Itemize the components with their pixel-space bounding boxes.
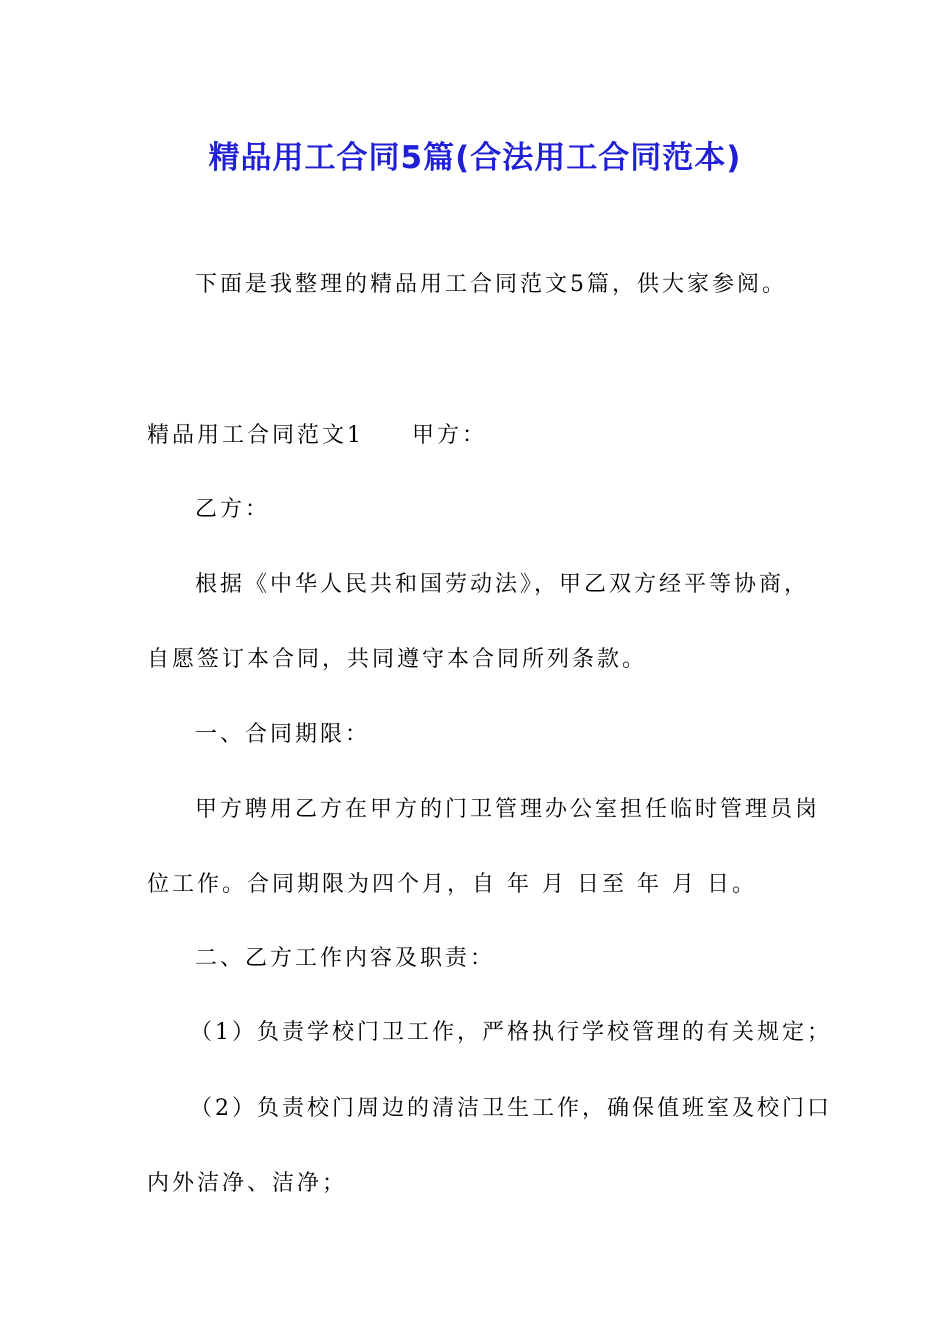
duty-item: （1）负责学校门卫工作，严格执行学校管理的有关规定；: [190, 1020, 832, 1045]
paragraph-line: 内外洁净、洁净；: [147, 1171, 348, 1196]
section-heading-line: [147, 421, 487, 451]
clause-heading: 一、合同期限：: [195, 722, 371, 747]
party-a-label: 甲方：: [412, 423, 488, 448]
paragraph-line: 甲方聘用乙方在甲方的门卫管理办公室担任临时管理员岗: [195, 797, 821, 822]
intro-paragraph: 下面是我整理的精品用工合同范文5篇，供大家参阅。: [195, 272, 787, 297]
paragraph-line: 根据《中华人民共和国劳动法》，甲乙双方经平等协商，: [195, 572, 810, 597]
paragraph-line: 自愿签订本合同，共同遵守本合同所列条款。: [147, 647, 648, 672]
paragraph-line: 位工作。合同期限为四个月，自 年 月 日至 年 月 日。: [147, 872, 757, 897]
section-heading: 精品用工合同范文1: [147, 423, 364, 448]
party-b-label: 乙方：: [195, 497, 271, 522]
document-title: 精品用工合同5篇(合法用工合同范本): [208, 140, 742, 176]
duty-item: （2）负责校门周边的清洁卫生工作，确保值班室及校门口: [190, 1096, 832, 1121]
clause-heading: 二、乙方工作内容及职责：: [195, 946, 496, 971]
